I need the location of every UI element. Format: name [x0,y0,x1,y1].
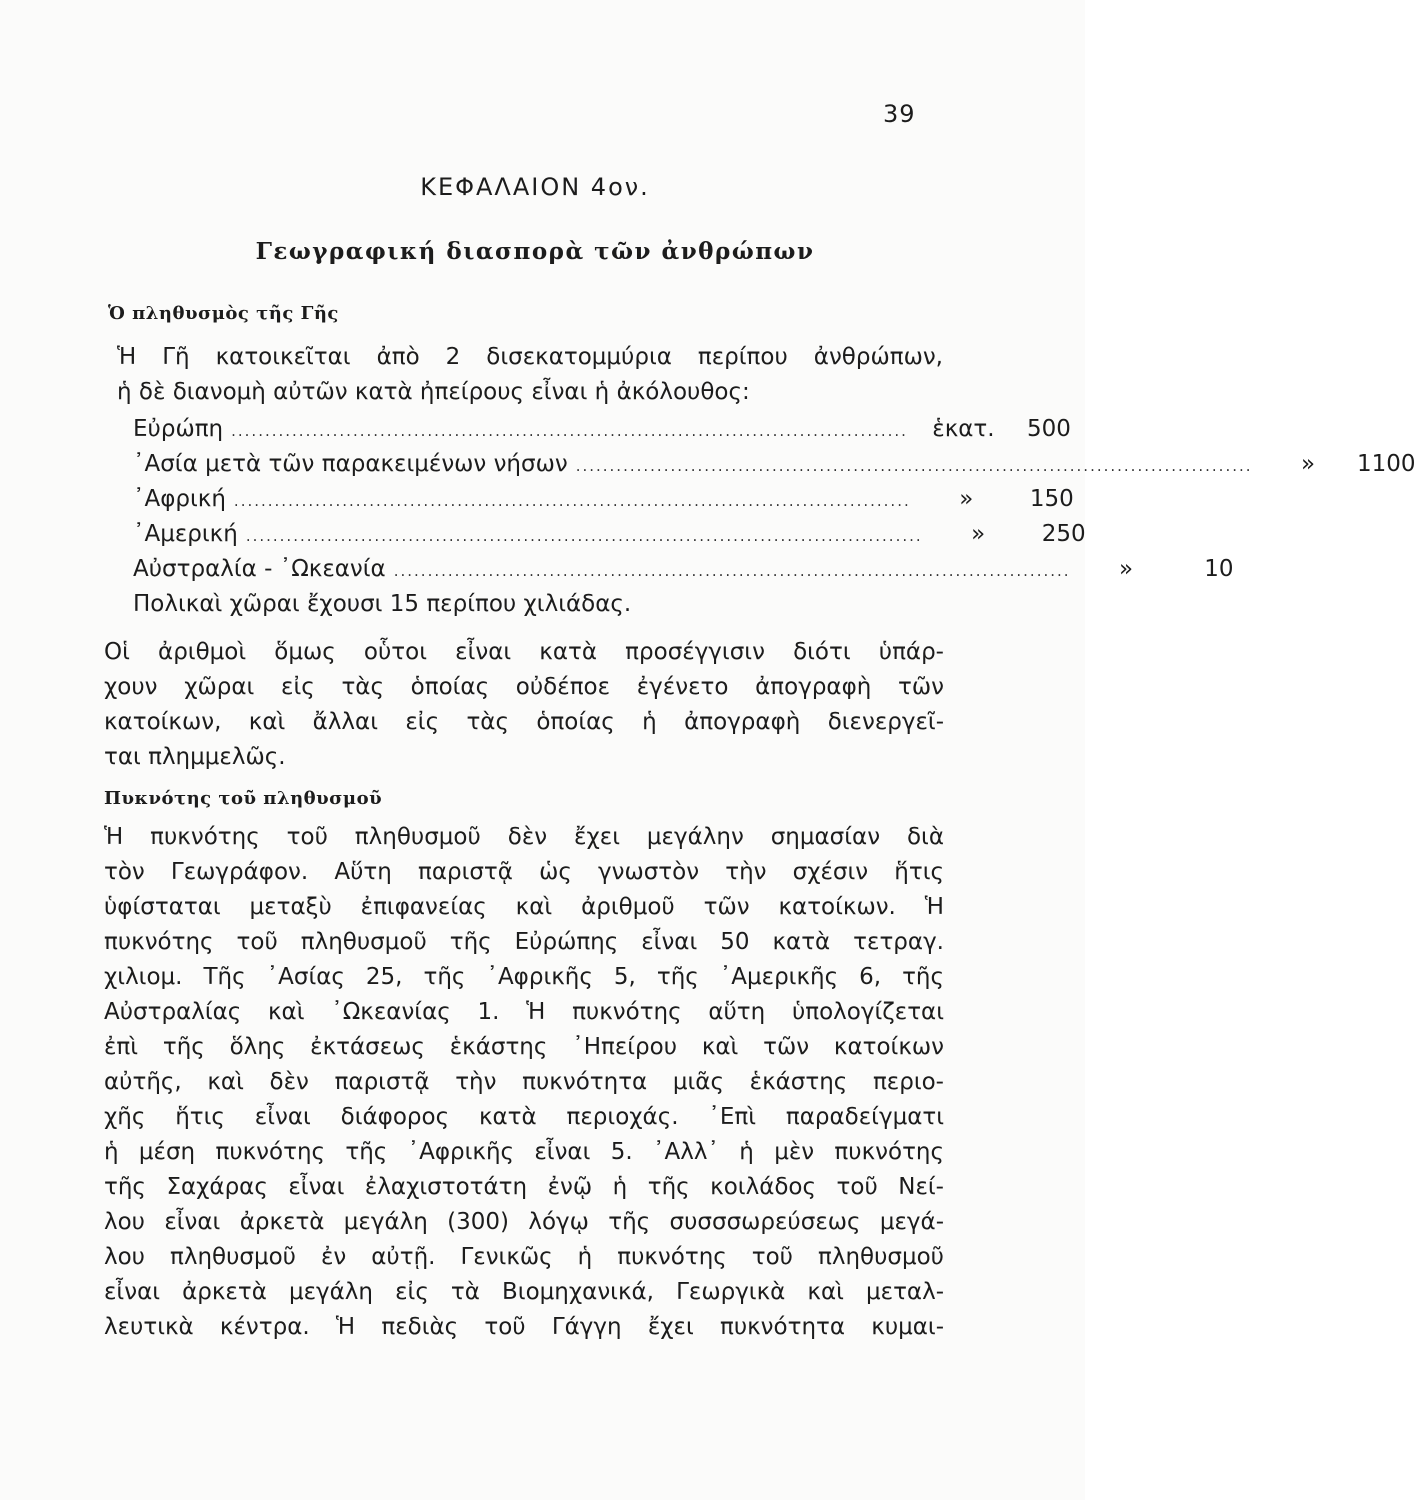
intro-paragraph [117,340,943,410]
text-line: χουν χῶραι εἰς τὰς ὁποίας οὐδέποε ἐγένετο ἀπογραφὴ τῶν [104,674,944,700]
population-table [133,412,1416,622]
note-paragraph [104,635,944,775]
region-name: ᾿Αφρική [133,486,226,512]
polar-regions-text: Πολικαὶ χῶραι ἔχουσι 15 περίπου χιλιάδας. [133,591,632,617]
text-line: τῆς Σαχάρας εἶναι ἐλαχιστοτάτη ἐνῷ ἡ τῆς κοιλάδος τοῦ Νεί- [104,1174,944,1200]
polar-regions-line [133,587,945,622]
population-row [133,447,1416,482]
section-heading-density: Πυκνότης τοῦ πληθυσμοῦ [104,788,383,809]
region-name: Αὐστραλία - ᾿Ωκεανία [133,556,386,582]
region-name: Εὐρώπη [133,416,224,442]
text-line: αὐτῆς, καὶ δὲν παριστᾷ τὴν πυκνότητα μιᾶς ἑκάστης περιο- [104,1069,944,1095]
text-line: τὸν Γεωγράφον. Αὕτη παριστᾷ ὡς γνωστὸν τὴν σχέσιν ἥτις [104,859,944,885]
region-name: ᾿Αμερική [133,521,238,547]
page-title: Γεωγραφική διασπορὰ τῶν ἀνθρώπων [255,238,815,265]
unit-label: » [971,521,986,547]
text-line: ἡ μέση πυκνότης τῆς ᾿Αφρικῆς εἶναι 5. ᾿Αλλ᾿ ἡ μὲν πυκνότης [104,1139,944,1165]
text-line: λου πληθυσμοῦ ἐν αὐτῇ. Γενικῶς ἡ πυκνότης τοῦ πληθυσμοῦ [104,1244,944,1270]
text-line: Οἱ ἀριθμοὶ ὅμως οὗτοι εἶναι κατὰ προσέγγισιν διότι ὑπάρ- [104,639,944,665]
section-heading-population: Ὁ πληθυσμὸς τῆς Γῆς [108,303,339,324]
unit-label: » [959,486,974,512]
dot-leader: .................................................................................................... [231,422,908,440]
dot-leader: .................................................................................................... [393,562,1071,580]
population-value: 10 [1204,556,1234,582]
dot-leader: .................................................................................................... [245,527,923,545]
unit-label: ἑκατ. [932,416,995,442]
text-line: ἡ δὲ διανομὴ αὐτῶν κατὰ ἠπείρους εἶναι ἡ ἀκόλουθος: [117,379,750,405]
dot-leader: .................................................................................................... [575,457,1253,475]
text-line: χιλιομ. Τῆς ᾿Ασίας 25, τῆς ᾿Αφρικῆς 5, τῆς ᾿Αμερικῆς 6, τῆς [104,964,944,990]
population-value: 500 [1027,416,1071,442]
population-row [133,412,1071,447]
text-line: εἶναι ἀρκετὰ μεγάλη εἰς τὰ Βιομηχανικά, Γεωργικὰ καὶ μεταλ- [104,1279,944,1305]
text-line: ὑφίσταται μεταξὺ ἐπιφανείας καὶ ἀριθμοῦ τῶν κατοίκων. Ἡ [104,894,944,920]
text-line: Αὐστραλίας καὶ ᾿Ωκεανίας 1. Ἡ πυκνότης αὕτη ὑπολογίζεται [104,999,944,1025]
dot-leader: .................................................................................................... [233,492,911,510]
text-line: Ἡ πυκνότης τοῦ πληθυσμοῦ δὲν ἔχει μεγάλην σημασίαν διὰ [104,824,944,850]
text-line: λου εἶναι ἀρκετὰ μεγάλη (300) λόγῳ τῆς συσσσωρεύσεως μεγά- [104,1209,944,1235]
population-value: 150 [1029,486,1074,512]
region-name: ᾿Ασία μετὰ τῶν παρακειμένων νήσων [133,451,568,477]
page-number: 39 [883,100,916,128]
text-line: Ἡ Γῆ κατοικεῖται ἀπὸ 2 δισεκατομμύρια περίπου ἀνθρώπων, [117,344,943,370]
text-line: κατοίκων, καὶ ἄλλαι εἰς τὰς ὁποίας ἡ ἀπογραφὴ διενεργεῖ- [104,709,944,735]
population-value: 1100 [1356,451,1416,477]
population-row [133,482,1074,517]
population-row [133,517,1086,552]
chapter-heading: ΚΕΦΑΛΑΙΟΝ 4ον. [420,173,650,201]
density-paragraph [104,820,944,1345]
unit-label: » [1119,556,1134,582]
population-row [133,552,1234,587]
unit-label: » [1300,451,1316,477]
text-line: λευτικὰ κέντρα. Ἡ πεδιὰς τοῦ Γάγγη ἔχει πυκνότητα κυμαι- [104,1314,944,1340]
text-line: χῆς ἥτις εἶναι διάφορος κατὰ περιοχάς. ᾿Επὶ παραδείγματι [104,1104,944,1130]
text-line: ἐπὶ τῆς ὅλης ἐκτάσεως ἑκάστης ᾿Ηπείρου καὶ τῶν κατοίκων [104,1034,944,1060]
population-value: 250 [1041,521,1086,547]
text-line: ται πλημμελῶς. [104,744,286,770]
text-line: πυκνότης τοῦ πληθυσμοῦ τῆς Εὐρώπης εἶναι 50 κατὰ τετραγ. [104,929,944,955]
